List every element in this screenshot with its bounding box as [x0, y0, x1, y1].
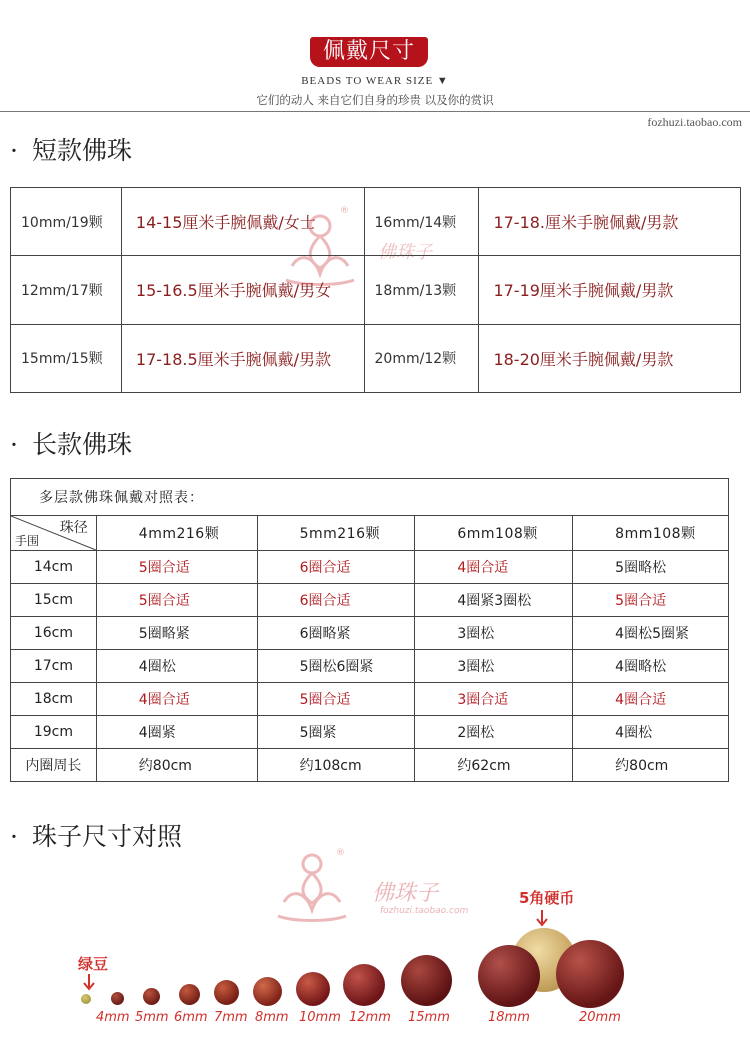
table-header-row	[11, 516, 729, 551]
table-row	[11, 716, 729, 749]
bead-5mm	[143, 988, 160, 1005]
loop-fit-cell: 5圈合适	[96, 551, 257, 584]
loop-fit-cell: 4圈略松	[573, 650, 729, 683]
wrist-size-cell: 18cm	[11, 683, 97, 716]
loop-fit-cell: 5圈合适	[257, 683, 415, 716]
bead-size-label: 20mm	[579, 1010, 621, 1025]
loop-fit-cell: 5圈合适	[96, 584, 257, 617]
bead-20mm	[556, 940, 624, 1008]
size-cell: 12mm/17颗	[11, 256, 122, 324]
loop-fit-cell: 4圈松	[96, 650, 257, 683]
arrow-down-icon	[82, 973, 96, 991]
shop-url: fozhuzi.taobao.com	[647, 115, 742, 129]
wrist-cell: 15-16.5厘米手腕佩戴/男女	[121, 256, 364, 324]
bead-size-label: 6mm	[174, 1010, 208, 1025]
arrow-down-icon	[535, 909, 549, 927]
table-caption: 多层款佛珠佩戴对照表：	[11, 479, 729, 516]
loop-fit-cell: 3圈合适	[415, 683, 573, 716]
loop-fit-cell: 6圈略紧	[257, 617, 415, 650]
bead-size-label: 10mm	[299, 1010, 341, 1025]
loop-fit-cell: 3圈松	[415, 650, 573, 683]
wrist-size-cell: 17cm	[11, 650, 97, 683]
loop-fit-cell: 5圈松6圈紧	[257, 650, 415, 683]
coin-label: 5角硬币	[519, 889, 575, 907]
loop-fit-cell: 6圈合适	[257, 551, 415, 584]
short-bead-table	[10, 187, 741, 393]
loop-fit-cell: 4圈紧	[96, 716, 257, 749]
table-row	[11, 188, 741, 256]
loop-fit-cell: 6圈合适	[257, 584, 415, 617]
column-header: 5mm216颗	[257, 516, 415, 551]
registered-mark: ®	[336, 848, 345, 858]
lotus-logo-icon	[270, 848, 370, 930]
bullet-dot: ·	[10, 136, 18, 165]
size-cell: 15mm/15颗	[11, 324, 122, 392]
chevron-down-icon: ▼	[436, 75, 449, 87]
bead-7mm	[214, 980, 239, 1005]
section-title-text: 珠子尺寸对照	[32, 822, 183, 851]
bead-size-label: 4mm	[96, 1010, 130, 1025]
wrist-cell: 14-15厘米手腕佩戴/女士	[121, 188, 364, 256]
long-table-body	[11, 551, 729, 782]
column-header: 6mm108颗	[415, 516, 573, 551]
page-tagline: 它们的动人 来自它们自身的珍贵 以及你的赏识	[256, 93, 494, 107]
wrist-size-cell: 14cm	[11, 551, 97, 584]
wrist-cell: 17-19厘米手腕佩戴/男款	[479, 256, 741, 324]
bead-10mm	[296, 972, 330, 1006]
section-title-compare	[10, 817, 182, 853]
wrist-size-cell: 19cm	[11, 716, 97, 749]
long-bead-table	[10, 478, 729, 782]
table-row	[11, 584, 729, 617]
loop-fit-cell: 约80cm	[96, 749, 257, 782]
size-cell: 16mm/14颗	[364, 188, 479, 256]
loop-fit-cell: 4圈合适	[415, 551, 573, 584]
corner-label-diameter: 珠径	[59, 520, 88, 536]
mung-bean-label: 绿豆	[78, 955, 109, 973]
table-row	[11, 256, 741, 324]
wrist-cell: 18-20厘米手腕佩戴/男款	[479, 324, 741, 392]
wrist-size-cell: 16cm	[11, 617, 97, 650]
table-row	[11, 683, 729, 716]
loop-fit-cell: 4圈松	[573, 716, 729, 749]
loop-fit-cell: 5圈紧	[257, 716, 415, 749]
loop-fit-cell: 4圈合适	[573, 683, 729, 716]
section-title-long	[10, 425, 132, 461]
mung-bean-icon	[81, 994, 91, 1004]
subtitle-text: BEADS TO WEAR SIZE	[301, 75, 434, 87]
bead-18mm	[478, 945, 540, 1007]
wrist-cell: 17-18.5厘米手腕佩戴/男款	[121, 324, 364, 392]
bead-size-label: 7mm	[214, 1010, 248, 1025]
table-row	[11, 324, 741, 392]
bead-size-label: 8mm	[255, 1010, 289, 1025]
table-row	[11, 551, 729, 584]
table-row	[11, 749, 729, 782]
column-header: 8mm108颗	[573, 516, 729, 551]
section-title-short	[10, 131, 132, 167]
loop-fit-cell: 4圈松5圈紧	[573, 617, 729, 650]
bead-size-label: 5mm	[135, 1010, 169, 1025]
corner-header	[11, 516, 97, 551]
loop-fit-cell: 5圈合适	[573, 584, 729, 617]
table-row	[11, 617, 729, 650]
loop-fit-cell: 5圈略紧	[96, 617, 257, 650]
loop-fit-cell: 4圈合适	[96, 683, 257, 716]
bullet-dot: ·	[10, 430, 18, 459]
corner-label-wrist: 手围	[15, 534, 40, 548]
loop-fit-cell: 约80cm	[573, 749, 729, 782]
column-header: 4mm216颗	[96, 516, 257, 551]
bead-size-label: 18mm	[488, 1010, 530, 1025]
header-divider	[0, 111, 750, 112]
registered-mark: ®	[340, 206, 349, 216]
loop-fit-cell: 2圈松	[415, 716, 573, 749]
section-title-text: 长款佛珠	[32, 430, 133, 459]
bead-size-label: 12mm	[349, 1010, 391, 1025]
loop-fit-cell: 4圈紧3圈松	[415, 584, 573, 617]
wrist-size-cell: 15cm	[11, 584, 97, 617]
section-title-text: 短款佛珠	[32, 136, 133, 165]
page-title-badge: 佩戴尺寸	[310, 37, 428, 67]
watermark-brand: 佛珠子	[378, 242, 432, 263]
bead-6mm	[179, 984, 200, 1005]
loop-fit-cell: 约108cm	[257, 749, 415, 782]
wrist-size-cell: 内圈周长	[11, 749, 97, 782]
bead-15mm	[401, 955, 452, 1006]
watermark-url: fozhuzi.taobao.com	[380, 906, 469, 916]
size-cell: 10mm/19颗	[11, 188, 122, 256]
table-caption-row	[11, 479, 729, 516]
bead-8mm	[253, 977, 282, 1006]
page-subtitle	[0, 75, 750, 87]
table-row	[11, 650, 729, 683]
size-cell: 20mm/12颗	[364, 324, 479, 392]
bullet-dot: ·	[10, 822, 18, 851]
watermark-brand: 佛珠子	[372, 881, 439, 906]
loop-fit-cell: 约62cm	[415, 749, 573, 782]
wrist-cell: 17-18.厘米手腕佩戴/男款	[479, 188, 741, 256]
bead-4mm	[111, 992, 124, 1005]
bead-size-label: 15mm	[408, 1010, 450, 1025]
bead-12mm	[343, 964, 385, 1006]
loop-fit-cell: 5圈略松	[573, 551, 729, 584]
size-cell: 18mm/13颗	[364, 256, 479, 324]
loop-fit-cell: 3圈松	[415, 617, 573, 650]
